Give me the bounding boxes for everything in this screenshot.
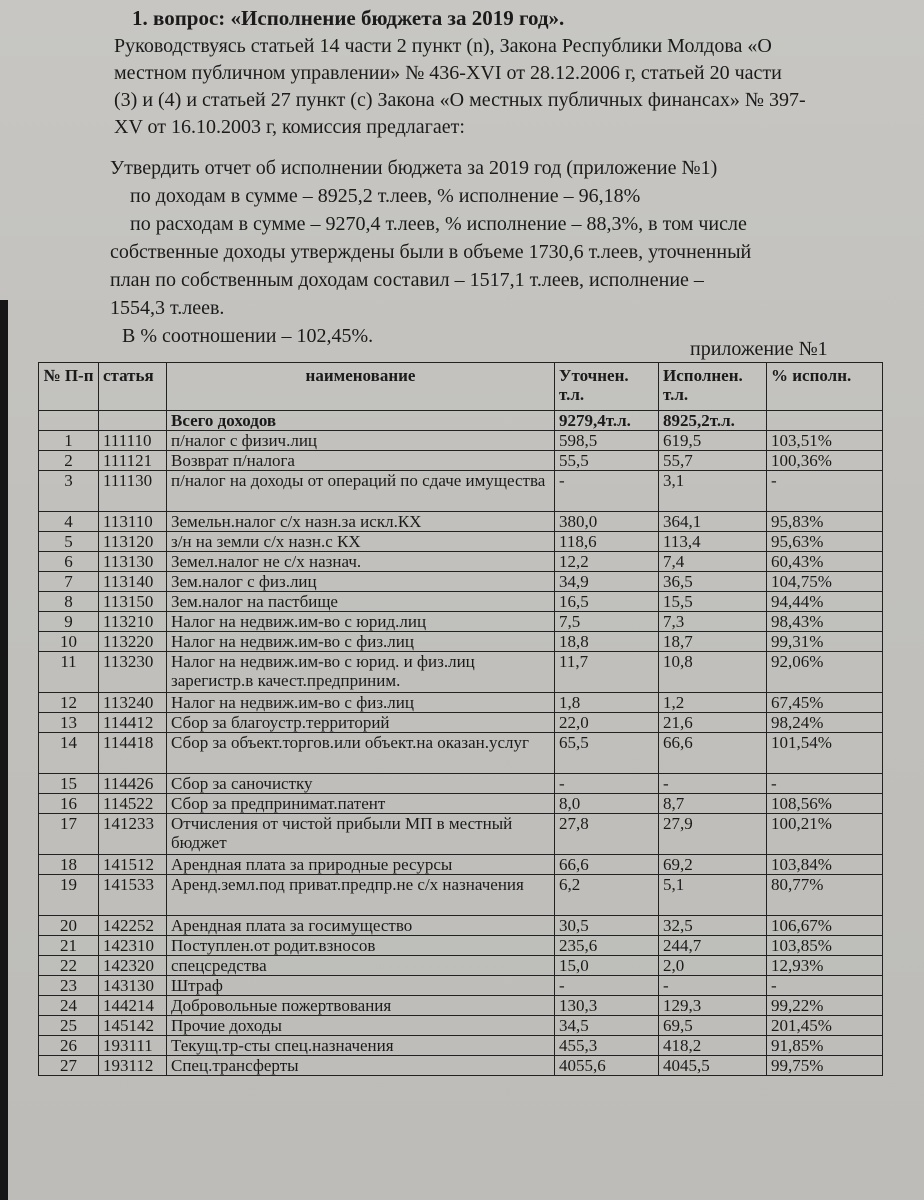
row-percent: 94,44%: [767, 592, 883, 612]
row-percent: 95,63%: [767, 532, 883, 552]
row-executed: 18,7: [659, 632, 767, 652]
row-executed: 36,5: [659, 572, 767, 592]
row-planned: 12,2: [555, 552, 659, 572]
row-article: 114418: [99, 733, 167, 774]
row-executed: -: [659, 976, 767, 996]
table-row: [39, 814, 883, 855]
row-name: Налог на недвиж.им-во с юрид.лиц: [167, 612, 555, 632]
row-planned: 22,0: [555, 713, 659, 733]
row-name: Поступлен.от родит.взносов: [167, 936, 555, 956]
summary-line: 1554,3 т.леев.: [110, 297, 225, 319]
row-name: Земельн.налог с/х назн.за искл.КХ: [167, 512, 555, 532]
row-percent: 92,06%: [767, 652, 883, 693]
row-article: 142320: [99, 956, 167, 976]
total-label: Всего доходов: [167, 411, 555, 431]
row-number: 14: [39, 733, 99, 774]
row-percent: 99,75%: [767, 1056, 883, 1076]
intro-line: местном публичном управлении» № 436-XVI от 28.12.2006 г, статьей 20 части: [114, 62, 782, 84]
table-row: [39, 451, 883, 471]
row-number: 6: [39, 552, 99, 572]
row-executed: 619,5: [659, 431, 767, 451]
row-name: спецсредства: [167, 956, 555, 976]
row-name: Сбор за объект.торгов.или объект.на оказан.услуг: [167, 733, 555, 774]
row-percent: 12,93%: [767, 956, 883, 976]
table-row: [39, 875, 883, 916]
row-planned: 27,8: [555, 814, 659, 855]
table-row: [39, 652, 883, 693]
row-name: Сбор за предпринимат.патент: [167, 794, 555, 814]
annex-label: приложение №1: [690, 338, 828, 360]
row-article: 111130: [99, 471, 167, 512]
table-row: [39, 552, 883, 572]
row-number: 4: [39, 512, 99, 532]
row-executed: 10,8: [659, 652, 767, 693]
row-planned: 118,6: [555, 532, 659, 552]
row-number: 13: [39, 713, 99, 733]
row-planned: -: [555, 976, 659, 996]
row-number: 9: [39, 612, 99, 632]
row-percent: 201,45%: [767, 1016, 883, 1036]
row-article: 113220: [99, 632, 167, 652]
row-percent: 103,84%: [767, 855, 883, 875]
table-row: [39, 976, 883, 996]
row-planned: 15,0: [555, 956, 659, 976]
row-number: 16: [39, 794, 99, 814]
table-row: [39, 713, 883, 733]
summary-line: план по собственным доходам составил – 1517,1 т.леев, исполнение –: [110, 269, 704, 291]
row-executed: 1,2: [659, 693, 767, 713]
row-planned: 55,5: [555, 451, 659, 471]
row-executed: 21,6: [659, 713, 767, 733]
row-planned: 598,5: [555, 431, 659, 451]
row-article: 111110: [99, 431, 167, 451]
row-article: 113240: [99, 693, 167, 713]
row-percent: 99,31%: [767, 632, 883, 652]
summary-line: по расходам в сумме – 9270,4 т.леев, % исполнение – 88,3%, в том числе: [130, 213, 747, 235]
row-percent: -: [767, 976, 883, 996]
row-executed: 27,9: [659, 814, 767, 855]
intro-line: Руководствуясь статьей 14 части 2 пункт (n), Закона Республики Молдова «О: [114, 35, 772, 57]
row-percent: 100,36%: [767, 451, 883, 471]
row-name: Спец.трансферты: [167, 1056, 555, 1076]
row-percent: 100,21%: [767, 814, 883, 855]
row-planned: 34,5: [555, 1016, 659, 1036]
table-row: [39, 592, 883, 612]
row-number: 19: [39, 875, 99, 916]
row-number: 15: [39, 774, 99, 794]
row-planned: 8,0: [555, 794, 659, 814]
row-number: 12: [39, 693, 99, 713]
row-planned: 34,9: [555, 572, 659, 592]
row-article: 113110: [99, 512, 167, 532]
row-name: Налог на недвиж.им-во с юрид. и физ.лиц зарегистр.в качест.предприним.: [167, 652, 555, 693]
row-article: 114412: [99, 713, 167, 733]
row-article: 142310: [99, 936, 167, 956]
row-name: Арендная плата за природные ресурсы: [167, 855, 555, 875]
summary-line: Утвердить отчет об исполнении бюджета за 2019 год (приложение №1): [110, 157, 718, 179]
row-article: 144214: [99, 996, 167, 1016]
row-executed: 7,4: [659, 552, 767, 572]
row-name: п/налог на доходы от операций по сдаче имущества: [167, 471, 555, 512]
row-planned: 130,3: [555, 996, 659, 1016]
row-planned: 11,7: [555, 652, 659, 693]
row-planned: -: [555, 471, 659, 512]
row-executed: 2,0: [659, 956, 767, 976]
row-planned: 1,8: [555, 693, 659, 713]
table-row: [39, 936, 883, 956]
row-article: 193111: [99, 1036, 167, 1056]
row-number: 20: [39, 916, 99, 936]
row-number: 7: [39, 572, 99, 592]
row-percent: -: [767, 471, 883, 512]
table-row: [39, 855, 883, 875]
table-header-row: [39, 363, 883, 411]
row-executed: 55,7: [659, 451, 767, 471]
row-executed: 4045,5: [659, 1056, 767, 1076]
row-article: 114522: [99, 794, 167, 814]
row-planned: 235,6: [555, 936, 659, 956]
row-name: Сбор за саночистку: [167, 774, 555, 794]
row-number: 23: [39, 976, 99, 996]
table-row: [39, 1056, 883, 1076]
row-article: 141533: [99, 875, 167, 916]
row-planned: 18,8: [555, 632, 659, 652]
header-name: наименование: [167, 363, 555, 411]
row-name: Прочие доходы: [167, 1016, 555, 1036]
row-name: Зем.налог с физ.лиц: [167, 572, 555, 592]
row-planned: 7,5: [555, 612, 659, 632]
header-planned: Уточнен. т.л.: [555, 363, 659, 411]
table-row: [39, 916, 883, 936]
row-number: 10: [39, 632, 99, 652]
table-row: [39, 512, 883, 532]
budget-table: [38, 362, 883, 1076]
page-edge: [0, 300, 8, 1200]
row-planned: -: [555, 774, 659, 794]
row-article: 141512: [99, 855, 167, 875]
row-number: 24: [39, 996, 99, 1016]
row-number: 21: [39, 936, 99, 956]
row-executed: 66,6: [659, 733, 767, 774]
row-article: 113140: [99, 572, 167, 592]
row-name: Земел.налог не с/х назнач.: [167, 552, 555, 572]
row-percent: 101,54%: [767, 733, 883, 774]
row-article: 114426: [99, 774, 167, 794]
row-percent: 106,67%: [767, 916, 883, 936]
summary-line: В % соотношении – 102,45%.: [122, 325, 374, 347]
row-name: Аренд.земл.под приват.предпр.не с/х назначения: [167, 875, 555, 916]
row-name: Возврат п/налога: [167, 451, 555, 471]
table-row: [39, 632, 883, 652]
table-row: [39, 733, 883, 774]
row-number: 3: [39, 471, 99, 512]
row-name: Арендная плата за госимущество: [167, 916, 555, 936]
row-executed: 69,2: [659, 855, 767, 875]
question-heading: 1. вопрос: «Исполнение бюджета за 2019 год».: [132, 6, 565, 30]
row-executed: 113,4: [659, 532, 767, 552]
row-executed: 418,2: [659, 1036, 767, 1056]
table-row: [39, 532, 883, 552]
row-percent: 98,24%: [767, 713, 883, 733]
table-row: [39, 774, 883, 794]
row-percent: 60,43%: [767, 552, 883, 572]
row-planned: 6,2: [555, 875, 659, 916]
row-article: 141233: [99, 814, 167, 855]
row-number: 5: [39, 532, 99, 552]
row-article: 113120: [99, 532, 167, 552]
summary-line: собственные доходы утверждены были в объеме 1730,6 т.леев, уточненный: [110, 241, 752, 263]
row-planned: 380,0: [555, 512, 659, 532]
row-percent: 80,77%: [767, 875, 883, 916]
row-executed: 364,1: [659, 512, 767, 532]
table-row: [39, 996, 883, 1016]
row-percent: -: [767, 774, 883, 794]
total-row: [39, 411, 883, 431]
total-executed: 8925,2т.л.: [659, 411, 767, 431]
row-executed: 7,3: [659, 612, 767, 632]
row-number: 11: [39, 652, 99, 693]
intro-line: XV от 16.10.2003 г, комиссия предлагает:: [114, 116, 465, 138]
row-executed: -: [659, 774, 767, 794]
intro-paragraph: [114, 33, 894, 141]
row-name: Налог на недвиж.им-во с физ.лиц: [167, 632, 555, 652]
row-number: 1: [39, 431, 99, 451]
row-name: Сбор за благоустр.территорий: [167, 713, 555, 733]
row-number: 26: [39, 1036, 99, 1056]
total-planned: 9279,4т.л.: [555, 411, 659, 431]
row-article: 113230: [99, 652, 167, 693]
summary-block: [110, 154, 900, 350]
row-number: 8: [39, 592, 99, 612]
summary-line: по доходам в сумме – 8925,2 т.леев, % исполнение – 96,18%: [130, 185, 641, 207]
row-executed: 69,5: [659, 1016, 767, 1036]
row-name: п/налог с физич.лиц: [167, 431, 555, 451]
row-percent: 95,83%: [767, 512, 883, 532]
table-row: [39, 956, 883, 976]
row-number: 25: [39, 1016, 99, 1036]
row-name: з/н на земли с/х назн.с КХ: [167, 532, 555, 552]
table-row: [39, 572, 883, 592]
row-percent: 91,85%: [767, 1036, 883, 1056]
row-name: Текущ.тр-сты спец.назначения: [167, 1036, 555, 1056]
row-article: 111121: [99, 451, 167, 471]
row-article: 113150: [99, 592, 167, 612]
row-number: 22: [39, 956, 99, 976]
header-article: статья: [99, 363, 167, 411]
row-article: 142252: [99, 916, 167, 936]
table-row: [39, 471, 883, 512]
row-article: 113130: [99, 552, 167, 572]
row-name: Добровольные пожертвования: [167, 996, 555, 1016]
row-executed: 3,1: [659, 471, 767, 512]
row-executed: 32,5: [659, 916, 767, 936]
row-article: 193112: [99, 1056, 167, 1076]
row-article: 113210: [99, 612, 167, 632]
row-executed: 244,7: [659, 936, 767, 956]
row-name: Зем.налог на пастбище: [167, 592, 555, 612]
table-row: [39, 1036, 883, 1056]
row-executed: 5,1: [659, 875, 767, 916]
intro-line: (3) и (4) и статьей 27 пункт (с) Закона «О местных публичных финансах» № 397-: [114, 89, 806, 111]
row-number: 18: [39, 855, 99, 875]
row-executed: 15,5: [659, 592, 767, 612]
row-number: 2: [39, 451, 99, 471]
row-number: 27: [39, 1056, 99, 1076]
row-article: 143130: [99, 976, 167, 996]
row-percent: 99,22%: [767, 996, 883, 1016]
row-executed: 129,3: [659, 996, 767, 1016]
row-number: 17: [39, 814, 99, 855]
row-planned: 66,6: [555, 855, 659, 875]
row-planned: 30,5: [555, 916, 659, 936]
header-executed: Исполнен. т.л.: [659, 363, 767, 411]
table-row: [39, 693, 883, 713]
header-percent: % исполн.: [767, 363, 883, 411]
row-percent: 98,43%: [767, 612, 883, 632]
row-percent: 104,75%: [767, 572, 883, 592]
row-planned: 65,5: [555, 733, 659, 774]
row-executed: 8,7: [659, 794, 767, 814]
row-percent: 103,85%: [767, 936, 883, 956]
table-row: [39, 612, 883, 632]
row-percent: 103,51%: [767, 431, 883, 451]
row-percent: 67,45%: [767, 693, 883, 713]
row-name: Штраф: [167, 976, 555, 996]
row-planned: 455,3: [555, 1036, 659, 1056]
row-name: Налог на недвиж.им-во с физ.лиц: [167, 693, 555, 713]
row-planned: 16,5: [555, 592, 659, 612]
row-percent: 108,56%: [767, 794, 883, 814]
table-row: [39, 431, 883, 451]
row-article: 145142: [99, 1016, 167, 1036]
row-name: Отчисления от чистой прибыли МП в местный бюджет: [167, 814, 555, 855]
table-row: [39, 794, 883, 814]
table-row: [39, 1016, 883, 1036]
header-no: № П-п: [39, 363, 99, 411]
row-planned: 4055,6: [555, 1056, 659, 1076]
